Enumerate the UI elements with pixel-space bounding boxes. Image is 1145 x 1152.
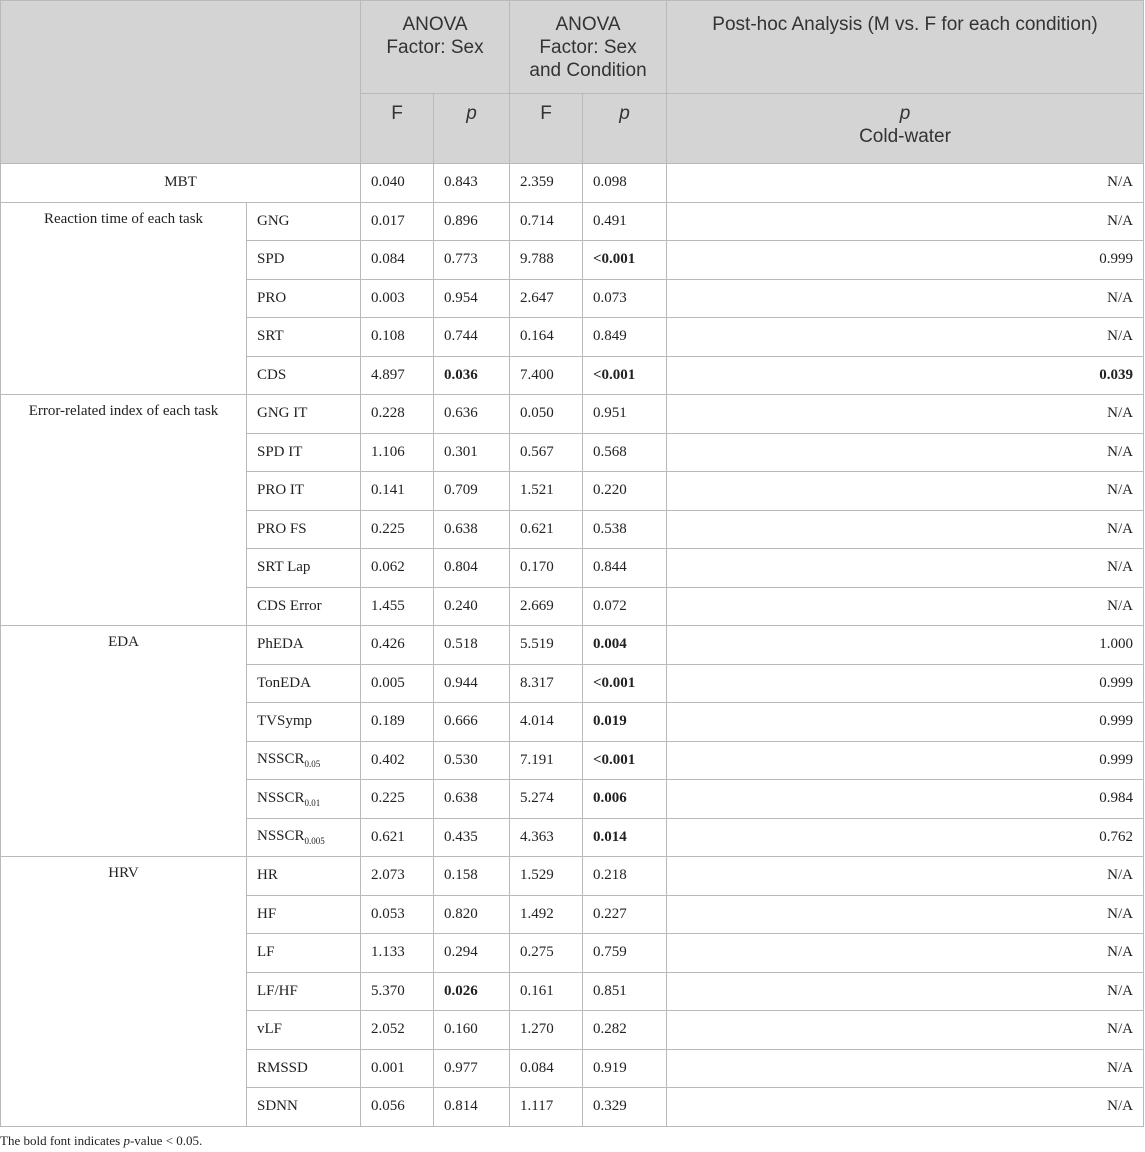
measure-subscript: 0.01 (304, 797, 321, 808)
p-sex-value: 0.158 (434, 857, 510, 896)
header-posthoc: Post-hoc Analysis (M vs. F for each condition) (667, 1, 1144, 94)
f-sex-cond-value: 5.519 (510, 626, 583, 665)
table-row (1, 857, 1144, 896)
posthoc-value: N/A (667, 1049, 1144, 1088)
f-sex-value: 0.017 (361, 202, 434, 241)
p-sex-cond-value: 0.759 (583, 934, 667, 973)
measure-label: LF (247, 934, 361, 973)
measure-base: NSSCR (257, 751, 305, 768)
p-sex-value: 0.820 (434, 895, 510, 934)
p-sex-cond-value: 0.282 (583, 1011, 667, 1050)
header-anova-sc-line2: Factor: Sex (539, 37, 637, 58)
p-sex-cond-value: 0.227 (583, 895, 667, 934)
p-sex-cond-value: 0.951 (583, 395, 667, 434)
p-sex-cond-value: 0.019 (583, 703, 667, 742)
posthoc-value: 0.039 (667, 356, 1144, 395)
header-p-sex: p (434, 94, 510, 164)
p-sex-cond-value: 0.220 (583, 472, 667, 511)
f-sex-value: 0.062 (361, 549, 434, 588)
p-sex-value: 0.666 (434, 703, 510, 742)
p-sex-value: 0.036 (434, 356, 510, 395)
f-sex-value: 0.056 (361, 1088, 434, 1127)
p-sex-cond-value: 0.006 (583, 780, 667, 819)
p-sex-value: 0.530 (434, 741, 510, 780)
f-sex-value: 0.225 (361, 510, 434, 549)
footnote-suffix: -value < 0.05. (129, 1133, 203, 1148)
measure-label: GNG (247, 202, 361, 241)
p-sex-value: 0.944 (434, 664, 510, 703)
measure-label: SPD IT (247, 433, 361, 472)
p-sex-value: 0.977 (434, 1049, 510, 1088)
p-sex-value: 0.804 (434, 549, 510, 588)
measure-label: HF (247, 895, 361, 934)
f-sex-value: 0.189 (361, 703, 434, 742)
p-sex-cond-value: 0.849 (583, 318, 667, 357)
p-sex-cond-value: <0.001 (583, 741, 667, 780)
footnote-p: p (123, 1133, 130, 1148)
f-sex-value: 0.402 (361, 741, 434, 780)
footnote (0, 1133, 202, 1149)
f-sex-cond-value: 2.359 (510, 164, 583, 203)
f-sex-cond-value: 0.161 (510, 972, 583, 1011)
f-sex-value: 0.225 (361, 780, 434, 819)
measure-label: TVSymp (247, 703, 361, 742)
f-sex-value: 1.106 (361, 433, 434, 472)
measure-label: SRT (247, 318, 361, 357)
p-sex-value: 0.638 (434, 780, 510, 819)
header-anova-sex-line2: Factor: Sex (386, 37, 484, 58)
group-label: Reaction time of each task (1, 202, 247, 395)
p-sex-cond-value: 0.004 (583, 626, 667, 665)
p-sex-value: 0.294 (434, 934, 510, 973)
p-sex-cond-value: <0.001 (583, 356, 667, 395)
f-sex-cond-value: 0.084 (510, 1049, 583, 1088)
measure-label: GNG IT (247, 395, 361, 434)
measure-label (247, 741, 361, 780)
f-sex-value: 2.052 (361, 1011, 434, 1050)
p-sex-value: 0.301 (434, 433, 510, 472)
p-sex-cond-value: 0.491 (583, 202, 667, 241)
f-sex-value: 0.005 (361, 664, 434, 703)
posthoc-value: 0.999 (667, 741, 1144, 780)
f-sex-cond-value: 7.191 (510, 741, 583, 780)
measure-label: CDS (247, 356, 361, 395)
p-sex-cond-value: 0.844 (583, 549, 667, 588)
f-sex-cond-value: 1.521 (510, 472, 583, 511)
posthoc-value: N/A (667, 587, 1144, 626)
posthoc-value: N/A (667, 895, 1144, 934)
f-sex-cond-value: 4.014 (510, 703, 583, 742)
header-f-sex: F (361, 94, 434, 164)
f-sex-cond-value: 0.621 (510, 510, 583, 549)
f-sex-value: 2.073 (361, 857, 434, 896)
p-sex-cond-value: <0.001 (583, 664, 667, 703)
posthoc-value: N/A (667, 972, 1144, 1011)
table-body (1, 164, 1144, 1127)
posthoc-value: N/A (667, 164, 1144, 203)
f-sex-cond-value: 0.714 (510, 202, 583, 241)
posthoc-value: N/A (667, 202, 1144, 241)
p-sex-value: 0.026 (434, 972, 510, 1011)
group-label: EDA (1, 626, 247, 857)
measure-label: SDNN (247, 1088, 361, 1127)
header-blank-cell (1, 1, 361, 164)
p-sex-value: 0.954 (434, 279, 510, 318)
posthoc-value: 0.762 (667, 818, 1144, 857)
p-sex-value: 0.518 (434, 626, 510, 665)
measure-label: vLF (247, 1011, 361, 1050)
f-sex-value: 0.141 (361, 472, 434, 511)
f-sex-cond-value: 0.275 (510, 934, 583, 973)
p-sex-value: 0.773 (434, 241, 510, 280)
p-sex-cond-value: 0.329 (583, 1088, 667, 1127)
p-sex-cond-value: 0.568 (583, 433, 667, 472)
measure-base: NSSCR (257, 789, 305, 806)
measure-subscript: 0.05 (304, 759, 321, 770)
posthoc-value: N/A (667, 472, 1144, 511)
table-row (1, 626, 1144, 665)
header-f-sex-cond: F (510, 94, 583, 164)
header-p-sex-cond: p (583, 94, 667, 164)
f-sex-cond-value: 1.529 (510, 857, 583, 896)
table-row (1, 395, 1144, 434)
header-posthoc-p-label: p (899, 103, 911, 124)
f-sex-value: 1.133 (361, 934, 434, 973)
f-sex-value: 0.003 (361, 279, 434, 318)
posthoc-value: 0.999 (667, 664, 1144, 703)
posthoc-value: 0.984 (667, 780, 1144, 819)
p-sex-cond-value: <0.001 (583, 241, 667, 280)
table-row (1, 164, 1144, 203)
f-sex-cond-value: 4.363 (510, 818, 583, 857)
p-sex-cond-value: 0.851 (583, 972, 667, 1011)
f-sex-value: 0.001 (361, 1049, 434, 1088)
measure-label (247, 780, 361, 819)
posthoc-value: 1.000 (667, 626, 1144, 665)
f-sex-cond-value: 2.647 (510, 279, 583, 318)
f-sex-value: 1.455 (361, 587, 434, 626)
f-sex-cond-value: 2.669 (510, 587, 583, 626)
f-sex-cond-value: 0.567 (510, 433, 583, 472)
header-anova-sc-line1: ANOVA (555, 14, 621, 35)
header-posthoc-p (667, 94, 1144, 164)
measure-label: PRO (247, 279, 361, 318)
posthoc-value: N/A (667, 549, 1144, 588)
f-sex-cond-value: 7.400 (510, 356, 583, 395)
f-sex-value: 0.621 (361, 818, 434, 857)
p-sex-value: 0.638 (434, 510, 510, 549)
p-sex-cond-value: 0.098 (583, 164, 667, 203)
posthoc-value: N/A (667, 857, 1144, 896)
posthoc-value: N/A (667, 279, 1144, 318)
group-label: Error-related index of each task (1, 395, 247, 626)
p-sex-value: 0.435 (434, 818, 510, 857)
posthoc-value: 0.999 (667, 241, 1144, 280)
posthoc-value: N/A (667, 934, 1144, 973)
measure-label: PRO IT (247, 472, 361, 511)
f-sex-cond-value: 0.164 (510, 318, 583, 357)
p-sex-cond-value: 0.073 (583, 279, 667, 318)
f-sex-cond-value: 1.117 (510, 1088, 583, 1127)
measure-base: NSSCR (257, 828, 305, 845)
p-sex-cond-value: 0.919 (583, 1049, 667, 1088)
header-anova-sex (361, 1, 510, 94)
header-posthoc-condition: Cold-water (859, 126, 951, 147)
measure-label: TonEDA (247, 664, 361, 703)
posthoc-value: N/A (667, 318, 1144, 357)
p-sex-cond-value: 0.014 (583, 818, 667, 857)
measure-label: SRT Lap (247, 549, 361, 588)
measure-label: PhEDA (247, 626, 361, 665)
measure-label: PRO FS (247, 510, 361, 549)
f-sex-value: 0.228 (361, 395, 434, 434)
header-row-1 (1, 1, 1144, 94)
header-anova-sex-condition (510, 1, 667, 94)
f-sex-cond-value: 9.788 (510, 241, 583, 280)
measure-label: CDS Error (247, 587, 361, 626)
f-sex-value: 0.108 (361, 318, 434, 357)
measure-label (247, 818, 361, 857)
measure-label: LF/HF (247, 972, 361, 1011)
p-sex-cond-value: 0.218 (583, 857, 667, 896)
posthoc-value: N/A (667, 1088, 1144, 1127)
f-sex-value: 5.370 (361, 972, 434, 1011)
p-sex-value: 0.896 (434, 202, 510, 241)
p-sex-value: 0.744 (434, 318, 510, 357)
f-sex-cond-value: 1.270 (510, 1011, 583, 1050)
p-sex-value: 0.636 (434, 395, 510, 434)
f-sex-value: 4.897 (361, 356, 434, 395)
group-label: HRV (1, 857, 247, 1127)
footnote-prefix: The bold font indicates (0, 1133, 124, 1148)
f-sex-value: 0.426 (361, 626, 434, 665)
posthoc-value: 0.999 (667, 703, 1144, 742)
f-sex-value: 0.053 (361, 895, 434, 934)
posthoc-value: N/A (667, 510, 1144, 549)
p-sex-value: 0.814 (434, 1088, 510, 1127)
p-sex-value: 0.240 (434, 587, 510, 626)
f-sex-cond-value: 8.317 (510, 664, 583, 703)
table-row (1, 202, 1144, 241)
p-sex-cond-value: 0.072 (583, 587, 667, 626)
f-sex-cond-value: 0.170 (510, 549, 583, 588)
f-sex-value: 0.040 (361, 164, 434, 203)
group-label: MBT (1, 164, 361, 203)
p-sex-value: 0.709 (434, 472, 510, 511)
header-anova-sc-line3: and Condition (529, 60, 647, 81)
p-sex-value: 0.843 (434, 164, 510, 203)
posthoc-value: N/A (667, 395, 1144, 434)
p-sex-value: 0.160 (434, 1011, 510, 1050)
measure-label: HR (247, 857, 361, 896)
f-sex-value: 0.084 (361, 241, 434, 280)
f-sex-cond-value: 1.492 (510, 895, 583, 934)
p-sex-cond-value: 0.538 (583, 510, 667, 549)
posthoc-value: N/A (667, 1011, 1144, 1050)
f-sex-cond-value: 0.050 (510, 395, 583, 434)
f-sex-cond-value: 5.274 (510, 780, 583, 819)
header-anova-sex-line1: ANOVA (402, 14, 468, 35)
measure-label: SPD (247, 241, 361, 280)
measure-label: RMSSD (247, 1049, 361, 1088)
posthoc-value: N/A (667, 433, 1144, 472)
measure-subscript: 0.005 (304, 836, 325, 847)
